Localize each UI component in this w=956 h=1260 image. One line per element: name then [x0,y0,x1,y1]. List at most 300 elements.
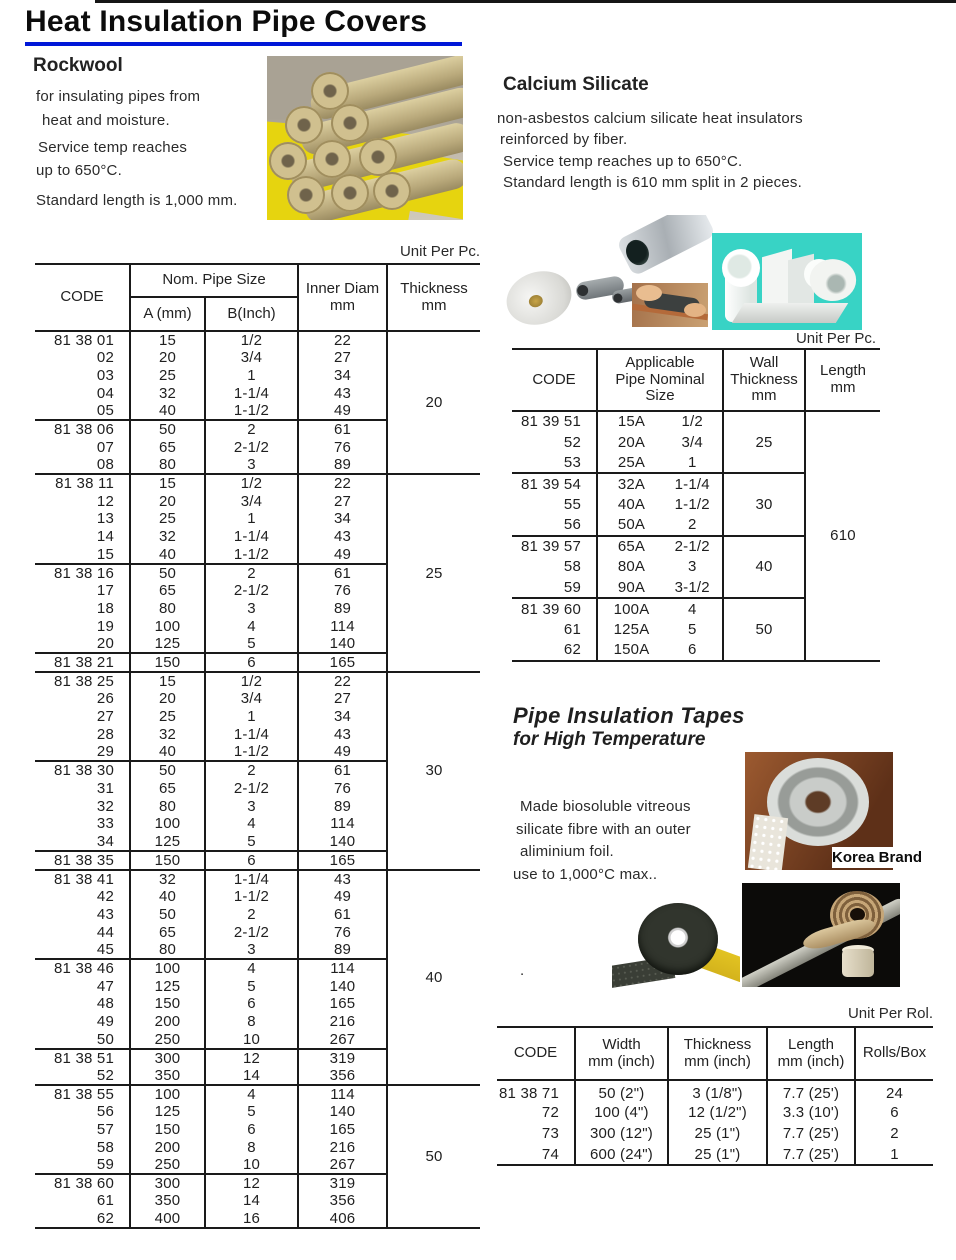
inner-diam-cell: 61 [298,761,387,779]
code-cell: 08 [35,456,130,474]
size-inch-value: 1-1/2 [674,496,710,514]
rolls-box-cell: 1 [890,1145,899,1163]
size-a-value: 20A [617,433,646,451]
code-cell: 29 [35,743,130,761]
a-mm-cell: 80 [130,456,205,474]
wall-thickness-cell: 50 [723,598,805,660]
b-inch-cell: 2 [205,761,298,779]
b-inch-cell: 5 [205,977,298,995]
thickness-cell: 12 (1/2") [668,1102,767,1123]
woven-tape-photo [742,883,900,987]
table-row [35,870,480,888]
table-row [497,1144,933,1165]
b-inch-cell: 6 [205,851,298,870]
inner-diam-cell: 49 [298,743,387,761]
rockwool-text-line: up to 650°C. [36,162,122,179]
thickness-cell: 40 [387,870,480,1085]
code-cell: 14 [35,528,130,546]
a-mm-cell: 250 [130,1156,205,1174]
column-header-rolls-box: Rolls/Box [855,1027,933,1080]
inner-diam-cell: 61 [298,906,387,924]
code-cell: 19 [35,617,130,635]
a-mm-cell: 250 [130,1031,205,1049]
inner-diam-cell: 27 [298,349,387,367]
pipe-nominal-size-cell [597,640,723,661]
b-inch-cell: 8 [205,1138,298,1156]
tapes-heading: Pipe Insulation Tapes [513,703,745,728]
b-inch-cell: 5 [205,635,298,653]
calcium-silicate-heading: Calcium Silicate [503,74,649,95]
pipe-nominal-size-cell [597,536,723,557]
stray-dot: . [520,962,525,979]
a-mm-cell: 50 [130,761,205,779]
a-mm-cell: 25 [130,367,205,385]
inner-diam-cell: 165 [298,653,387,672]
table-row [35,672,480,690]
a-mm-cell: 32 [130,528,205,546]
size-a-value: 80A [617,558,646,576]
length-cell: 610 [805,411,880,661]
a-mm-cell: 100 [130,617,205,635]
pipe-nominal-size-cell [597,515,723,536]
code-cell: 44 [35,923,130,941]
inner-diam-cell: 114 [298,815,387,833]
b-inch-cell: 8 [205,1013,298,1031]
code-cell: 81 38 11 [35,474,130,492]
size-inch-value: 1-1/4 [674,475,710,493]
a-mm-cell: 80 [130,941,205,959]
code-cell: 50 [35,1031,130,1049]
width-cell: 100 (4") [575,1102,668,1123]
a-mm-cell: 80 [130,797,205,815]
code-cell: 72 [497,1102,575,1123]
calcium-text-line: Standard length is 610 mm split in 2 pieces. [503,174,802,191]
a-mm-cell: 40 [130,888,205,906]
size-a-value: 32A [617,475,646,493]
code-cell: 45 [35,941,130,959]
a-mm-cell: 200 [130,1013,205,1031]
code-cell: 32 [35,797,130,815]
korea-brand-label: Korea Brand [832,847,930,868]
inner-diam-cell: 165 [298,851,387,870]
code-cell: 81 38 06 [35,420,130,438]
a-mm-cell: 20 [130,690,205,708]
code-cell: 56 [35,1103,130,1121]
size-a-value: 125A [613,620,650,638]
thickness-cell: 25 [387,474,480,672]
calcium-text-line: non-asbestos calcium silicate heat insulators [497,110,803,127]
inner-diam-cell: 43 [298,870,387,888]
inner-diam-cell: 89 [298,456,387,474]
a-mm-cell: 150 [130,851,205,870]
a-mm-cell: 300 [130,1174,205,1192]
b-inch-cell: 5 [205,1103,298,1121]
code-cell: 81 38 16 [35,564,130,582]
a-mm-cell: 100 [130,1085,205,1103]
a-mm-cell: 32 [130,726,205,744]
code-cell: 73 [497,1123,575,1144]
pipe-nominal-size-cell [597,411,723,432]
b-inch-cell: 2-1/2 [205,779,298,797]
inner-diam-cell: 27 [298,492,387,510]
inner-diam-cell: 267 [298,1156,387,1174]
a-mm-cell: 32 [130,385,205,403]
code-cell: 81 38 30 [35,761,130,779]
table-row [35,1085,480,1103]
a-mm-cell: 40 [130,743,205,761]
a-mm-cell: 150 [130,1120,205,1138]
size-a-value: 100A [613,600,650,618]
column-header-length: Length mm (inch) [767,1027,855,1080]
inner-diam-cell: 140 [298,977,387,995]
code-cell: 27 [35,708,130,726]
code-cell: 31 [35,779,130,797]
inner-diam-cell: 34 [298,708,387,726]
unit-per-pc-label: Unit Per Pc. [795,330,876,347]
pipe-nominal-size-cell [597,473,723,494]
width-cell: 50 (2") [575,1080,668,1102]
b-inch-cell: 1 [205,510,298,528]
code-cell: 33 [35,815,130,833]
length-cell: 7.7 (25') [767,1123,855,1144]
code-cell: 61 [35,1192,130,1210]
b-inch-cell: 10 [205,1031,298,1049]
size-a-value: 15A [617,413,646,431]
b-inch-cell: 4 [205,815,298,833]
thickness-cell: 3 (1/8") [668,1080,767,1102]
wall-thickness-cell: 25 [723,411,805,473]
column-header-applicable-size: Applicable Pipe Nominal Size [597,349,723,411]
code-cell: 42 [35,888,130,906]
size-inch-value: 6 [687,641,697,659]
a-mm-cell: 50 [130,906,205,924]
unit-per-roll-label: Unit Per Rol. [847,1005,933,1022]
tapes-table [497,1026,933,1166]
b-inch-cell: 1-1/2 [205,743,298,761]
a-mm-cell: 80 [130,599,205,617]
code-cell: 62 [512,640,597,661]
code-cell: 04 [35,385,130,403]
thickness-cell: 20 [387,331,480,474]
a-mm-cell: 15 [130,672,205,690]
scan-edge-line [95,0,956,3]
size-inch-value: 1/2 [681,413,703,431]
inner-diam-cell: 49 [298,546,387,564]
b-inch-cell: 6 [205,653,298,672]
size-a-value: 90A [617,578,646,596]
column-header-code: CODE [512,349,597,411]
pipe-nominal-size-cell [597,453,723,474]
a-mm-cell: 40 [130,546,205,564]
b-inch-cell: 1-1/2 [205,888,298,906]
b-inch-cell: 3/4 [205,349,298,367]
a-mm-cell: 100 [130,959,205,977]
b-inch-cell: 2 [205,906,298,924]
inner-diam-cell: 49 [298,888,387,906]
code-cell: 12 [35,492,130,510]
inner-diam-cell: 114 [298,617,387,635]
size-inch-value: 4 [687,600,697,618]
inner-diam-cell: 22 [298,672,387,690]
b-inch-cell: 1/2 [205,672,298,690]
length-cell: 7.7 (25') [767,1144,855,1165]
inner-diam-cell: 22 [298,474,387,492]
a-mm-cell: 15 [130,331,205,349]
a-mm-cell: 20 [130,349,205,367]
pipe-nominal-size-cell [597,598,723,619]
b-inch-cell: 3 [205,797,298,815]
inner-diam-cell: 76 [298,779,387,797]
a-mm-cell: 400 [130,1210,205,1228]
title-underline [25,42,462,46]
thickness-cell: 50 [387,1085,480,1228]
code-cell: 13 [35,510,130,528]
code-cell: 17 [35,582,130,600]
b-inch-cell: 4 [205,617,298,635]
thickness-cell: 25 (1") [668,1123,767,1144]
column-header-width: Width mm (inch) [575,1027,668,1080]
column-header-b-inch: B(Inch) [205,297,298,331]
pipe-nominal-size-cell [597,557,723,578]
b-inch-cell: 4 [205,1085,298,1103]
a-mm-cell: 50 [130,564,205,582]
length-cell: 7.7 (25') [767,1080,855,1102]
inner-diam-cell: 319 [298,1049,387,1067]
code-cell: 20 [35,635,130,653]
calcium-products-photo [712,233,862,330]
tapes-text-line: aliminium foil. [520,843,614,860]
code-cell: 15 [35,546,130,564]
inner-diam-cell: 22 [298,331,387,349]
calcium-text-line: Service temp reaches up to 650°C. [503,153,743,170]
a-mm-cell: 65 [130,438,205,456]
b-inch-cell: 1-1/4 [205,726,298,744]
inner-diam-cell: 267 [298,1031,387,1049]
size-inch-value: 2 [687,516,697,534]
code-cell: 62 [35,1210,130,1228]
b-inch-cell: 12 [205,1174,298,1192]
tapes-text-line: Made biosoluble vitreous [520,798,691,815]
column-header-thickness: Thickness mm (inch) [668,1027,767,1080]
b-inch-cell: 14 [205,1067,298,1085]
thickness-cell: 25 (1") [668,1144,767,1165]
code-cell: 49 [35,1013,130,1031]
b-inch-cell: 6 [205,1120,298,1138]
size-a-value: 65A [617,538,646,556]
code-cell: 59 [512,577,597,598]
table-row [35,331,480,349]
tapes-subheading: for High Temperature [513,729,706,750]
code-cell: 47 [35,977,130,995]
code-cell: 81 39 54 [512,473,597,494]
b-inch-cell: 1/2 [205,474,298,492]
code-cell: 52 [35,1067,130,1085]
inner-diam-cell: 34 [298,367,387,385]
column-header-nom-pipe-size: Nom. Pipe Size [130,264,298,297]
a-mm-cell: 15 [130,474,205,492]
width-cell: 600 (24") [575,1144,668,1165]
rockwool-text-line: Standard length is 1,000 mm. [36,192,238,209]
rockwool-text-line: Service temp reaches [38,139,188,156]
a-mm-cell: 50 [130,420,205,438]
length-cell: 3.3 (10') [767,1102,855,1123]
a-mm-cell: 20 [130,492,205,510]
code-cell: 58 [512,557,597,578]
b-inch-cell: 10 [205,1156,298,1174]
pipe-nominal-size-cell [597,577,723,598]
b-inch-cell: 3 [205,456,298,474]
code-cell: 53 [512,453,597,474]
code-cell: 81 38 51 [35,1049,130,1067]
inner-diam-cell: 140 [298,1103,387,1121]
b-inch-cell: 1-1/2 [205,546,298,564]
pipe-nominal-size-cell [597,619,723,640]
calcium-silicate-photos [496,215,862,340]
a-mm-cell: 125 [130,977,205,995]
size-a-value: 150A [613,641,650,659]
b-inch-cell: 2-1/2 [205,582,298,600]
table-row [35,474,480,492]
a-mm-cell: 65 [130,779,205,797]
code-cell: 81 38 41 [35,870,130,888]
table-row [512,411,880,432]
a-mm-cell: 300 [130,1049,205,1067]
b-inch-cell: 1-1/4 [205,870,298,888]
rockwool-text-line: for insulating pipes from [36,88,201,105]
size-inch-value: 3-1/2 [674,578,710,596]
size-inch-value: 2-1/2 [674,538,710,556]
code-cell: 74 [497,1144,575,1165]
code-cell: 28 [35,726,130,744]
b-inch-cell: 2-1/2 [205,438,298,456]
b-inch-cell: 16 [205,1210,298,1228]
code-cell: 81 38 55 [35,1085,130,1103]
inner-diam-cell: 165 [298,995,387,1013]
size-inch-value: 5 [687,620,697,638]
black-tape-photo [612,903,740,989]
code-cell: 56 [512,515,597,536]
code-cell: 43 [35,906,130,924]
calcium-text-line: reinforced by fiber. [500,131,628,148]
a-mm-cell: 350 [130,1192,205,1210]
inner-diam-cell: 34 [298,510,387,528]
code-cell: 07 [35,438,130,456]
wall-thickness-cell: 40 [723,536,805,598]
inner-diam-cell: 61 [298,420,387,438]
rockwool-heading: Rockwool [33,55,123,76]
calcium-silicate-table [512,348,880,662]
b-inch-cell: 1-1/4 [205,385,298,403]
inner-diam-cell: 356 [298,1067,387,1085]
pipe-nominal-size-cell [597,494,723,515]
code-cell: 81 38 71 [497,1080,575,1102]
code-cell: 26 [35,690,130,708]
column-header-code: CODE [497,1027,575,1080]
code-cell: 18 [35,599,130,617]
size-inch-value: 3/4 [681,433,703,451]
code-cell: 55 [512,494,597,515]
code-cell: 81 38 35 [35,851,130,870]
a-mm-cell: 150 [130,653,205,672]
inner-diam-cell: 43 [298,726,387,744]
inner-diam-cell: 76 [298,438,387,456]
code-cell: 48 [35,995,130,1013]
size-inch-value: 1 [687,453,697,471]
wall-thickness-cell: 30 [723,473,805,535]
table-row [497,1123,933,1144]
code-cell: 03 [35,367,130,385]
inner-diam-cell: 61 [298,564,387,582]
a-mm-cell: 65 [130,923,205,941]
b-inch-cell: 1 [205,367,298,385]
column-header-inner-diam: Inner Diam mm [298,264,387,331]
b-inch-cell: 3/4 [205,492,298,510]
code-cell: 61 [512,619,597,640]
code-cell: 58 [35,1138,130,1156]
inner-diam-cell: 140 [298,833,387,851]
code-cell: 57 [35,1120,130,1138]
code-cell: 59 [35,1156,130,1174]
a-mm-cell: 25 [130,708,205,726]
b-inch-cell: 4 [205,959,298,977]
a-mm-cell: 350 [130,1067,205,1085]
column-header-code: CODE [35,264,130,331]
code-cell: 81 39 57 [512,536,597,557]
b-inch-cell: 2 [205,420,298,438]
width-cell: 300 (12") [575,1123,668,1144]
code-cell: 81 39 60 [512,598,597,619]
inner-diam-cell: 165 [298,1120,387,1138]
column-header-thickness: Thickness mm [387,264,480,331]
inner-diam-cell: 89 [298,797,387,815]
b-inch-cell: 6 [205,995,298,1013]
installation-photo [632,283,708,327]
inner-diam-cell: 216 [298,1013,387,1031]
inner-diam-cell: 356 [298,1192,387,1210]
code-cell: 05 [35,402,130,420]
rolls-box-cell: 24 [885,1085,904,1102]
tapes-text-line: silicate fibre with an outer [516,821,691,838]
code-cell: 52 [512,432,597,453]
page-title: Heat Insulation Pipe Covers [25,5,428,38]
column-header-length: Length mm [805,349,880,411]
inner-diam-cell: 319 [298,1174,387,1192]
table-row [497,1102,933,1123]
rolls-box-cell: 2 [890,1125,899,1142]
foil-pipe-photo [616,215,716,277]
code-cell: 81 38 21 [35,653,130,672]
inner-diam-cell: 89 [298,599,387,617]
a-mm-cell: 40 [130,402,205,420]
b-inch-cell: 1 [205,708,298,726]
b-inch-cell: 1-1/2 [205,402,298,420]
column-header-wall-thickness: Wall Thickness mm [723,349,805,411]
inner-diam-cell: 27 [298,690,387,708]
b-inch-cell: 2-1/2 [205,923,298,941]
inner-diam-cell: 114 [298,1085,387,1103]
b-inch-cell: 3 [205,599,298,617]
column-header-a-mm: A (mm) [130,297,205,331]
rockwool-photo [267,56,463,220]
a-mm-cell: 125 [130,1103,205,1121]
b-inch-cell: 1/2 [205,331,298,349]
code-cell: 81 38 01 [35,331,130,349]
inner-diam-cell: 89 [298,941,387,959]
pipe-nominal-size-cell [597,432,723,453]
thickness-cell: 30 [387,672,480,870]
a-mm-cell: 25 [130,510,205,528]
inner-diam-cell: 406 [298,1210,387,1228]
